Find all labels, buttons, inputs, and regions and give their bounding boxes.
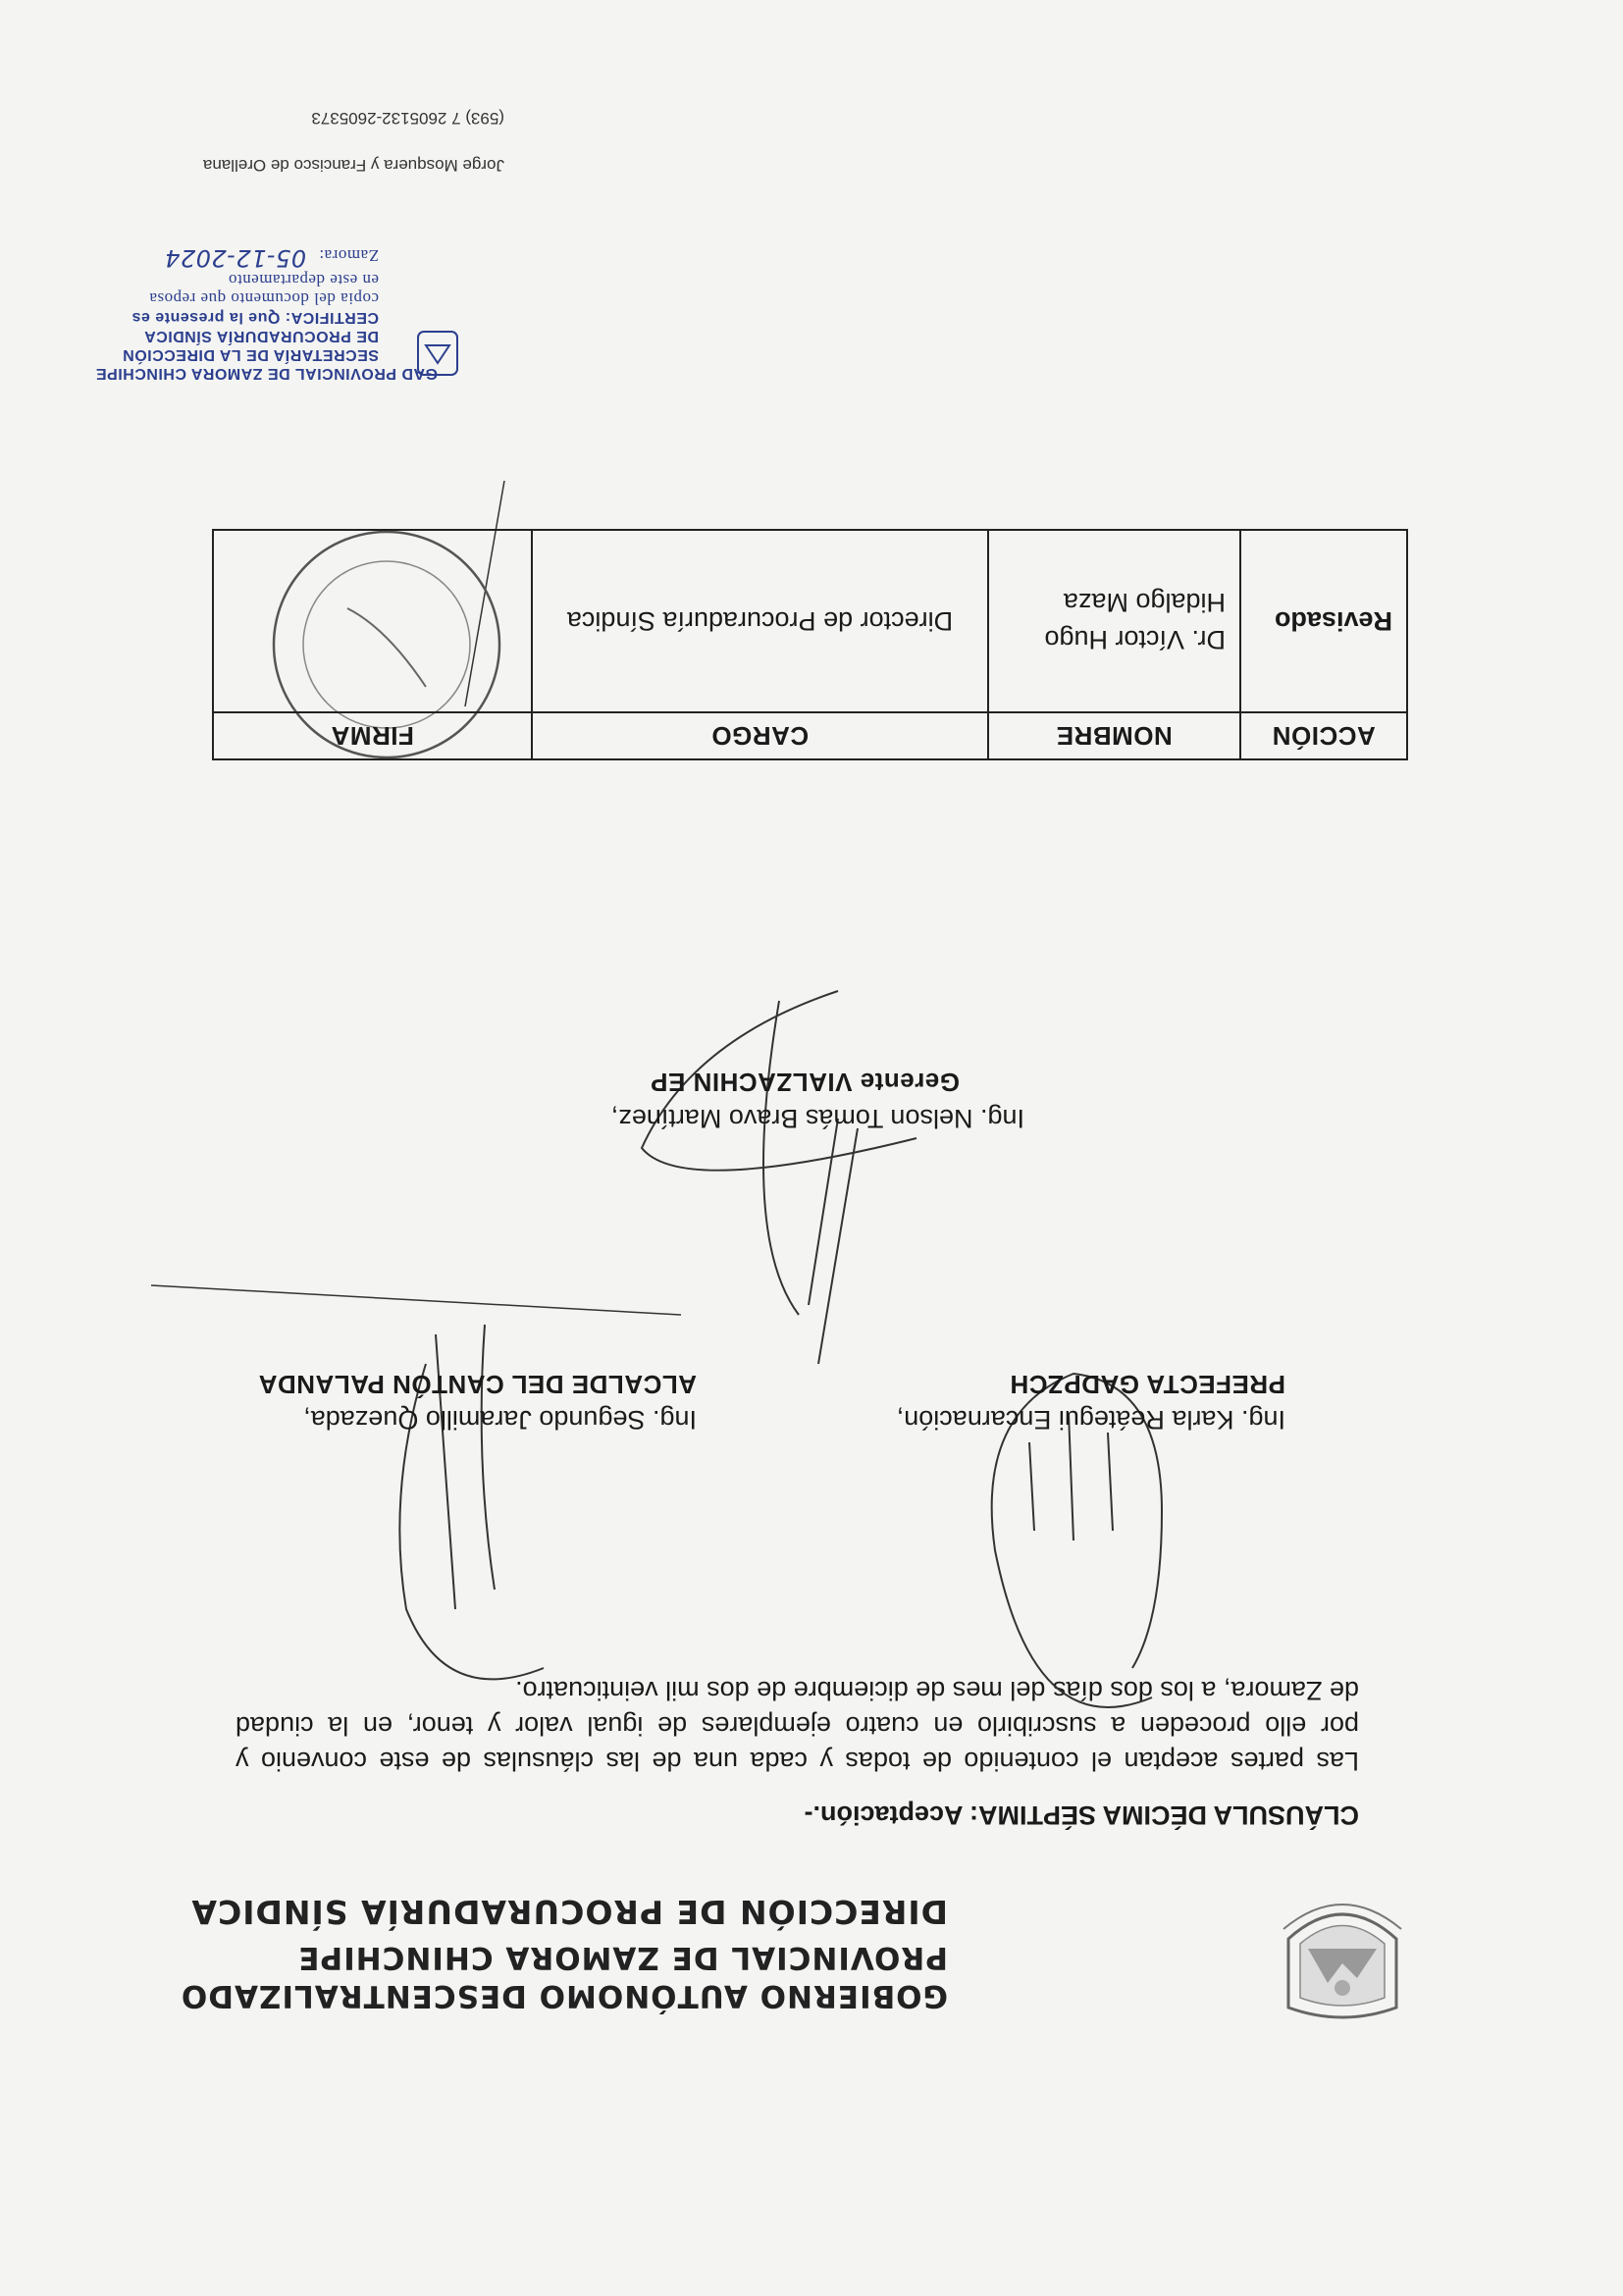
header-accion: ACCIÓN	[1240, 712, 1407, 759]
certification-stamp	[65, 246, 438, 383]
cert-line-2: SECRETARÍA DE LA DIRECCIÓN	[122, 346, 379, 363]
signatory-1-role: PREFECTA GADPZCH	[1010, 1370, 1285, 1399]
clause-line-3: de Zamora, a los dos días del mes de diciembre de dos mil veinticuatro.	[515, 1676, 1359, 1705]
cell-firma	[213, 530, 532, 712]
signatory-1-name: Ing. Karla Reátegui Encarnación,	[896, 1405, 1285, 1435]
clause-line-1: Las partes aceptan el contenido de todas y cada una de las cláusulas de este convenio y	[236, 1747, 1359, 1776]
cell-nombre-line-1: Dr. Víctor Hugo	[1044, 625, 1226, 654]
header-line-3: DIRECCIÓN DE PROCURADURÍA SÍNDICA	[190, 1893, 948, 1931]
cert-line-6: en este departamento	[228, 271, 379, 289]
header-line-2: PROVINCIAL DE ZAMORA CHINCHIPE	[297, 1940, 948, 1975]
cert-line-1: GAD PROVINCIAL DE ZAMORA CHINCHIPE	[95, 365, 438, 382]
cert-date-row	[65, 244, 438, 272]
stamp-emblem-icon	[406, 324, 465, 383]
signatory-2-name: Ing. Segundo Jaramillo Quezada,	[303, 1405, 697, 1435]
footer-address: Jorge Mosquera y Francisco de Orellana	[202, 156, 504, 175]
review-table	[212, 529, 1408, 760]
cell-accion: Revisado	[1240, 530, 1407, 712]
coat-of-arms-logo	[1279, 1890, 1406, 2027]
cert-date-label: Zamora:	[318, 246, 379, 265]
header-cargo: CARGO	[532, 712, 988, 759]
clause-line-2: por ello proceden a suscribirlo en cuatro ejemplares de igual valor y tenor, en la ciudad	[236, 1711, 1359, 1741]
cell-cargo: Director de Procuraduría Síndica	[532, 530, 988, 712]
cell-nombre-line-2: Hidalgo Maza	[1063, 588, 1226, 617]
cert-date-value: 05-12-2024	[164, 244, 307, 272]
header-nombre: NOMBRE	[988, 712, 1240, 759]
table-header-row	[213, 712, 1407, 759]
cert-line-3: DE PROCURADURÍA SÍNDICA	[143, 328, 379, 344]
table-row	[213, 530, 1407, 712]
header-firma: FIRMA	[213, 712, 532, 759]
cert-line-4: CERTIFICA: Que la presente es	[131, 309, 379, 326]
header-line-1: GOBIERNO AUTÓNOMO DESCENTRALIZADO	[180, 1978, 948, 2013]
footer-phone: (593) 7 2605132-2605373	[311, 109, 504, 128]
signatory-3-role: Gerente VIALZACHIN EP	[650, 1068, 960, 1097]
clause-title: CLÁUSULA DÉCIMA SÉPTIMA: Aceptación.-	[804, 1800, 1359, 1830]
signatory-3-name: Ing. Nelson Tomás Bravo Martínez,	[610, 1104, 1024, 1133]
cell-nombre	[988, 530, 1240, 712]
signatory-2-role: ALCALDE DEL CANTÓN PALANDA	[258, 1370, 697, 1399]
cert-line-5: copia del documento que reposa	[148, 289, 379, 308]
